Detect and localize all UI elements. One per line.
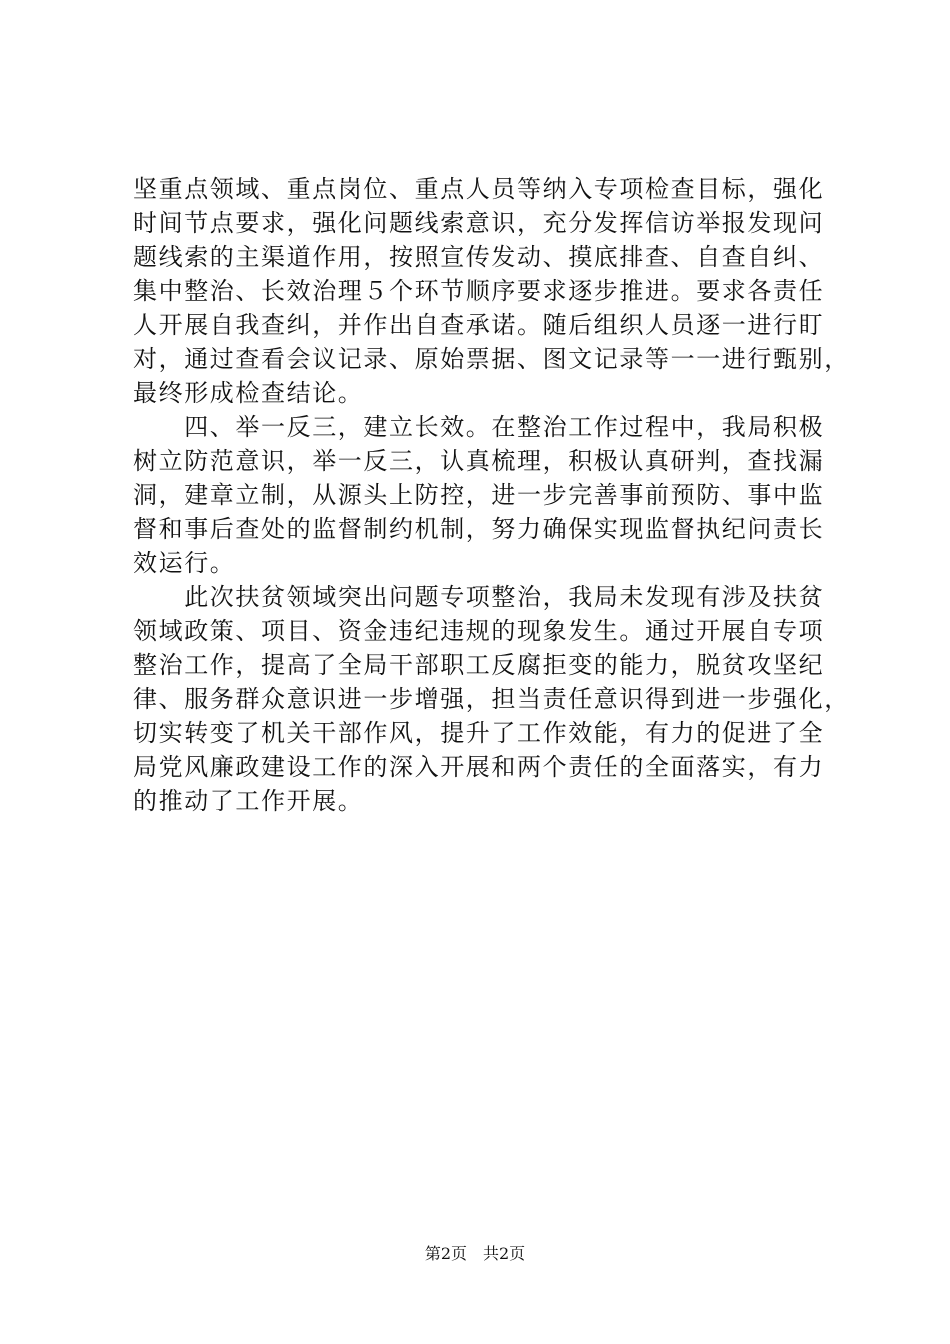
text-line: 督和事后查处的监督制约机制，努力确保实现监督执纪问责长 — [133, 515, 825, 543]
text-line: 切实转变了机关干部作风，提升了工作效能，有力的促进了全 — [133, 719, 825, 747]
text-line: 此次扶贫领域突出问题专项整治，我局未发现有涉及扶贫 — [133, 583, 825, 611]
text-line: 的推动了工作开展。 — [133, 787, 364, 815]
text-line: 时间节点要求，强化问题线索意识，充分发挥信访举报发现问 — [133, 209, 825, 237]
text-line: 最终形成检查结论。 — [133, 379, 364, 407]
body-text — [133, 172, 850, 818]
text-line: 人开展自我查纠，并作出自查承诺。随后组织人员逐一进行盯 — [133, 311, 825, 339]
text-line: 效运行。 — [133, 549, 236, 577]
text-line: 局党风廉政建设工作的深入开展和两个责任的全面落实，有力 — [133, 753, 825, 781]
page-footer — [0, 1242, 950, 1266]
text-line: 整治工作，提高了全局干部职工反腐拒变的能力，脱贫攻坚纪 — [133, 651, 825, 679]
text-line: 题线索的主渠道作用，按照宣传发动、摸底排查、自查自纠、 — [133, 243, 825, 271]
text-line: 洞，建章立制，从源头上防控，进一步完善事前预防、事中监 — [133, 481, 825, 509]
text-line: 集中整治、长效治理５个环节顺序要求逐步推进。要求各责任 — [133, 277, 825, 305]
text-line: 四、举一反三，建立长效。在整治工作过程中，我局积极 — [133, 413, 825, 441]
text-line: 对，通过查看会议记录、原始票据、图文记录等一一进行甄别， — [133, 345, 850, 373]
text-line: 律、服务群众意识进一步增强，担当责任意识得到进一步强化， — [133, 685, 850, 713]
text-line: 领域政策、项目、资金违纪违规的现象发生。通过开展自专项 — [133, 617, 825, 645]
text-line: 树立防范意识，举一反三，认真梳理，积极认真研判，查找漏 — [133, 447, 825, 475]
page-number-label: 第2页 共2页 — [424, 1244, 526, 1263]
text-line: 坚重点领域、重点岗位、重点人员等纳入专项检查目标，强化 — [133, 175, 825, 203]
